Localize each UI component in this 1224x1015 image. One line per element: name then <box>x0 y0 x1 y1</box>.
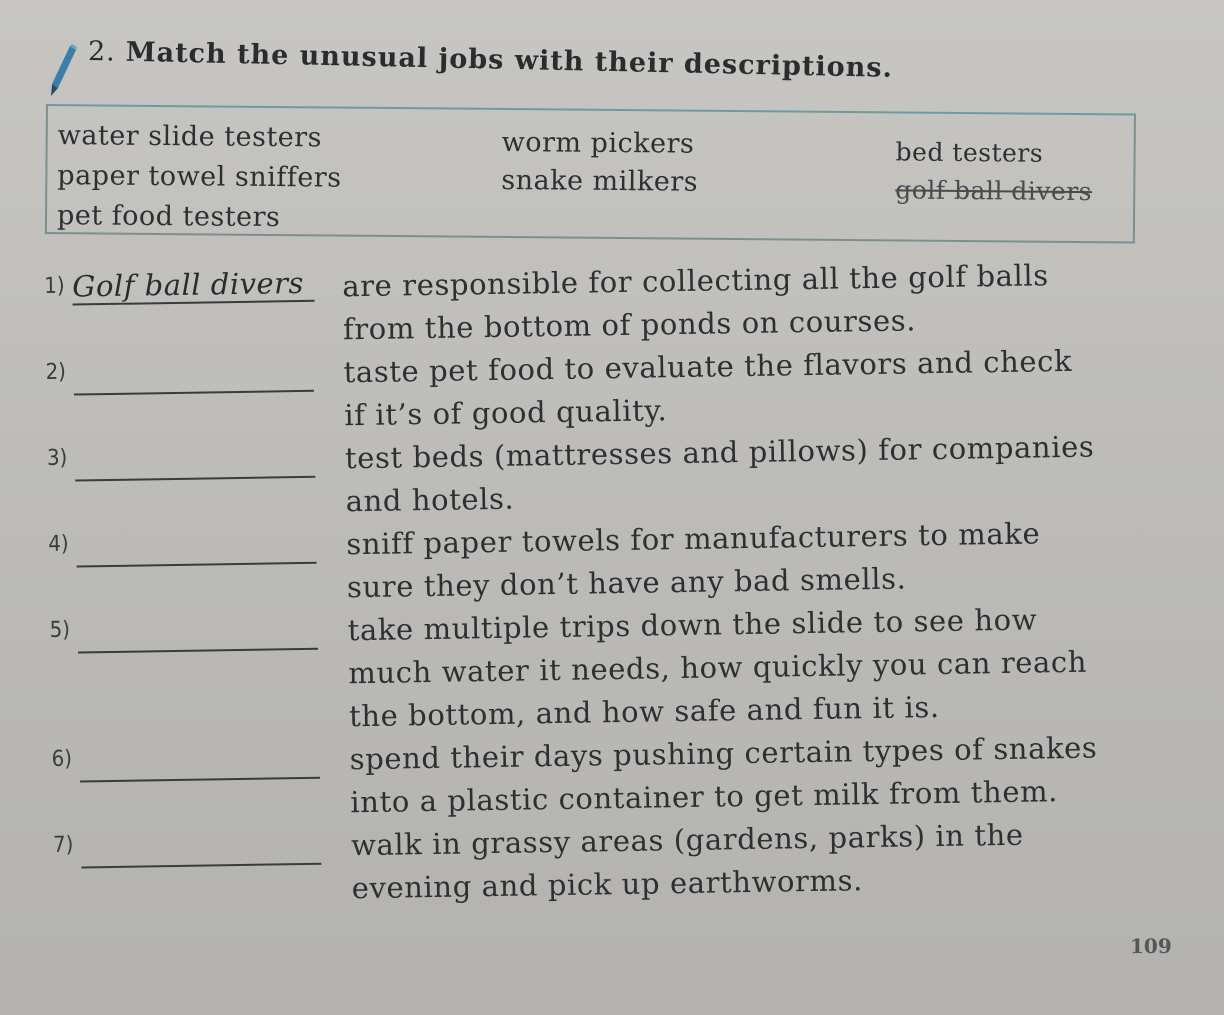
description-line: if it’s of good quality. <box>344 393 668 433</box>
word-item: snake milkers <box>501 164 699 198</box>
description-line: sure they don’t have any bad smells. <box>346 561 907 605</box>
item-description <box>349 725 1192 824</box>
exercise-number: 2. <box>87 36 117 68</box>
item-description <box>343 338 1186 437</box>
exercise-instruction: Match the unusual jobs with their descriptions. <box>125 36 894 84</box>
pencil-icon <box>48 44 78 98</box>
item-number: 4) <box>48 531 69 557</box>
answer-filled[interactable]: Golf ball divers <box>72 266 315 306</box>
word-item: worm pickers <box>501 126 695 160</box>
item-number: 3) <box>46 445 68 471</box>
item-number: 1) <box>44 273 65 299</box>
exercise-item-5 <box>49 596 1191 743</box>
answer-blank[interactable] <box>73 360 313 396</box>
answer-blank[interactable] <box>81 833 321 869</box>
description-line: into a plastic container to get milk from them. <box>350 774 1059 820</box>
word-column-2 <box>501 124 698 202</box>
description-line: taste pet food to evaluate the flavors and check <box>343 343 1073 390</box>
item-description <box>351 811 1194 910</box>
word-box <box>45 104 1136 244</box>
item-description <box>346 510 1189 609</box>
description-line: evening and pick up earthworms. <box>351 863 864 906</box>
description-line: are responsible for collecting all the golf balls <box>342 258 1050 304</box>
description-line: the bottom, and how safe and fun it is. <box>348 689 940 734</box>
answer-blank[interactable] <box>76 532 316 568</box>
description-line: much water it needs, how quickly you can reach <box>348 644 1088 691</box>
word-item: paper towel sniffers <box>57 160 342 194</box>
page-number: 109 <box>1130 934 1172 958</box>
description-line: spend their days pushing certain types of snakes <box>349 730 1098 777</box>
answer-blank[interactable] <box>78 618 318 654</box>
exercise-heading <box>88 36 894 84</box>
description-line: walk in grassy areas (gardens, parks) in the <box>350 817 1024 863</box>
description-line: and hotels. <box>345 481 515 519</box>
description-line: from the bottom of ponds on courses. <box>342 303 917 347</box>
item-description <box>347 596 1191 738</box>
description-line: test beds (mattresses and pillows) for companies <box>344 429 1095 476</box>
exercise-items <box>44 252 1194 915</box>
word-item: pet food testers <box>56 200 281 234</box>
word-item-crossed-out: golf ball divers <box>895 175 1093 207</box>
description-line: sniff paper towels for manufacturers to make <box>346 516 1041 562</box>
exercise-item-7 <box>53 811 1194 915</box>
word-column-1 <box>57 116 342 238</box>
description-line: take multiple trips down the slide to see how <box>347 602 1038 648</box>
word-column-3 <box>895 133 1092 211</box>
word-item: water slide testers <box>57 120 323 154</box>
item-number: 7) <box>52 832 74 858</box>
item-description <box>342 252 1185 351</box>
item-number: 6) <box>51 746 73 772</box>
word-item: bed testers <box>895 137 1044 168</box>
answer-blank[interactable] <box>75 446 315 482</box>
item-number: 5) <box>49 617 71 643</box>
item-number: 2) <box>45 359 67 385</box>
answer-blank[interactable] <box>80 747 320 783</box>
item-description <box>345 424 1188 523</box>
